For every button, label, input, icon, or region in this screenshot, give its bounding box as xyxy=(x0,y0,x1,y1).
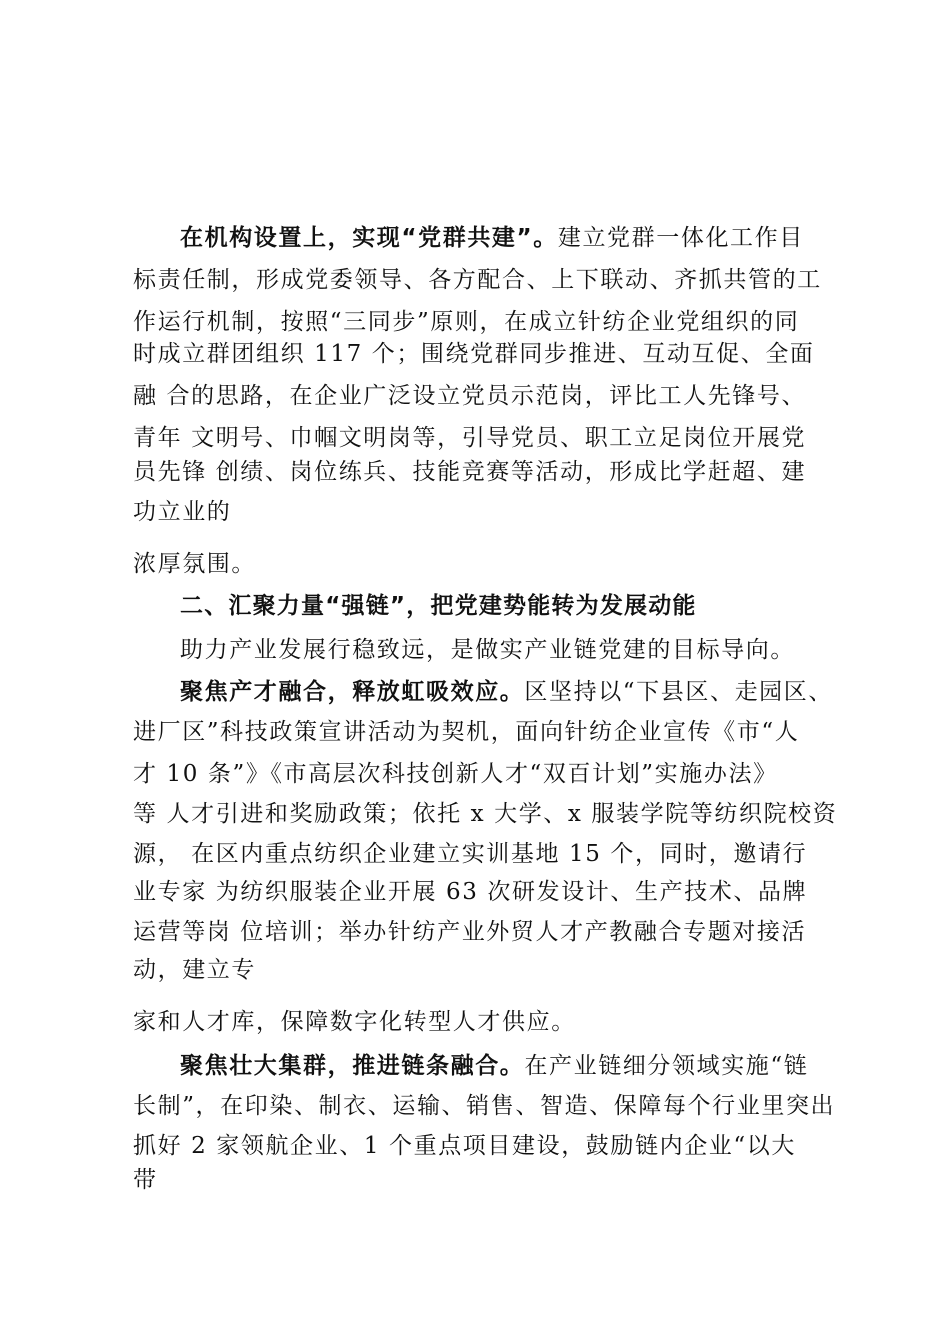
paragraph-1-line-7: 员先锋 创绩、岗位练兵、技能竞赛等活动，形成比学赶超、建 xyxy=(133,459,807,485)
paragraph-3-line-3: 才 10 条”》《市高层次科技创新人才“双百计划”实施办法》 xyxy=(133,761,778,787)
paragraph-3-line-7: 运营等岗 位培训；举办针纺产业外贸人才产教融合专题对接活 xyxy=(133,919,807,945)
paragraph-3-text: 区坚持以“下县区、走园区、 xyxy=(524,679,833,705)
paragraph-1-line-4: 时成立群团组织 117 个；围绕党群同步推进、互动互促、全面 xyxy=(133,341,815,367)
paragraph-4-line-1 xyxy=(180,1050,808,1082)
paragraph-4-line-4: 带 xyxy=(133,1167,158,1193)
paragraph-3-line-6: 业专家 为纺织服装企业开展 63 次研发设计、生产技术、品牌 xyxy=(133,879,808,905)
paragraph-4-line-3: 抓好 2 家领航企业、1 个重点项目建设，鼓励链内企业“以大 xyxy=(133,1133,796,1159)
paragraph-4-line-2: 长制”，在印染、制衣、运输、销售、智造、保障每个行业里突出 xyxy=(133,1093,836,1119)
paragraph-1-line-6: 青年 文明号、巾帼文明岗等，引导党员、职工立足岗位开展党 xyxy=(133,425,807,451)
section-heading-2: 二、汇聚力量“强链”，把党建势能转为发展动能 xyxy=(180,593,697,619)
paragraph-3-line-9: 家和人才库，保障数字化转型人才供应。 xyxy=(133,1009,576,1035)
paragraph-4-text: 在产业链细分领域实施“链 xyxy=(524,1053,809,1079)
paragraph-1-line-2: 标责任制，形成党委领导、各方配合、上下联动、齐抓共管的工 xyxy=(133,267,822,293)
paragraph-3-line-2: 进厂区”科技政策宣讲活动为契机，面向针纺企业宣传《市“人 xyxy=(133,719,800,745)
paragraph-2-line-1: 助力产业发展行稳致远，是做实产业链党建的目标导向。 xyxy=(180,637,795,663)
paragraph-1-text: 建立党群一体化工作目 xyxy=(557,225,804,251)
paragraph-3-line-8: 动，建立专 xyxy=(133,957,256,983)
paragraph-1-bold-lead: 在机构设置上，实现“党群共建”。 xyxy=(180,225,558,251)
paragraph-3-line-1 xyxy=(180,676,833,708)
paragraph-1-line-3: 作运行机制，按照“三同步”原则，在成立针纺企业党组织的同 xyxy=(133,309,800,335)
paragraph-3-line-5: 源， 在区内重点纺织企业建立实训基地 15 个，同时，邀请行 xyxy=(133,841,808,867)
paragraph-1-line-1 xyxy=(180,222,804,254)
paragraph-4-bold-lead: 聚焦壮大集群，推进链条融合。 xyxy=(180,1053,525,1079)
paragraph-3-line-4: 等 人才引进和奖励政策；依托 x 大学、x 服装学院等纺织院校资 xyxy=(133,801,838,827)
paragraph-1-line-9: 浓厚氛围。 xyxy=(133,551,256,577)
paragraph-1-line-5: 融 合的思路，在企业广泛设立党员示范岗，评比工人先锋号、 xyxy=(133,383,807,409)
paragraph-3-bold-lead: 聚焦产才融合，释放虹吸效应。 xyxy=(180,679,525,705)
paragraph-1-line-8: 功立业的 xyxy=(133,499,232,525)
